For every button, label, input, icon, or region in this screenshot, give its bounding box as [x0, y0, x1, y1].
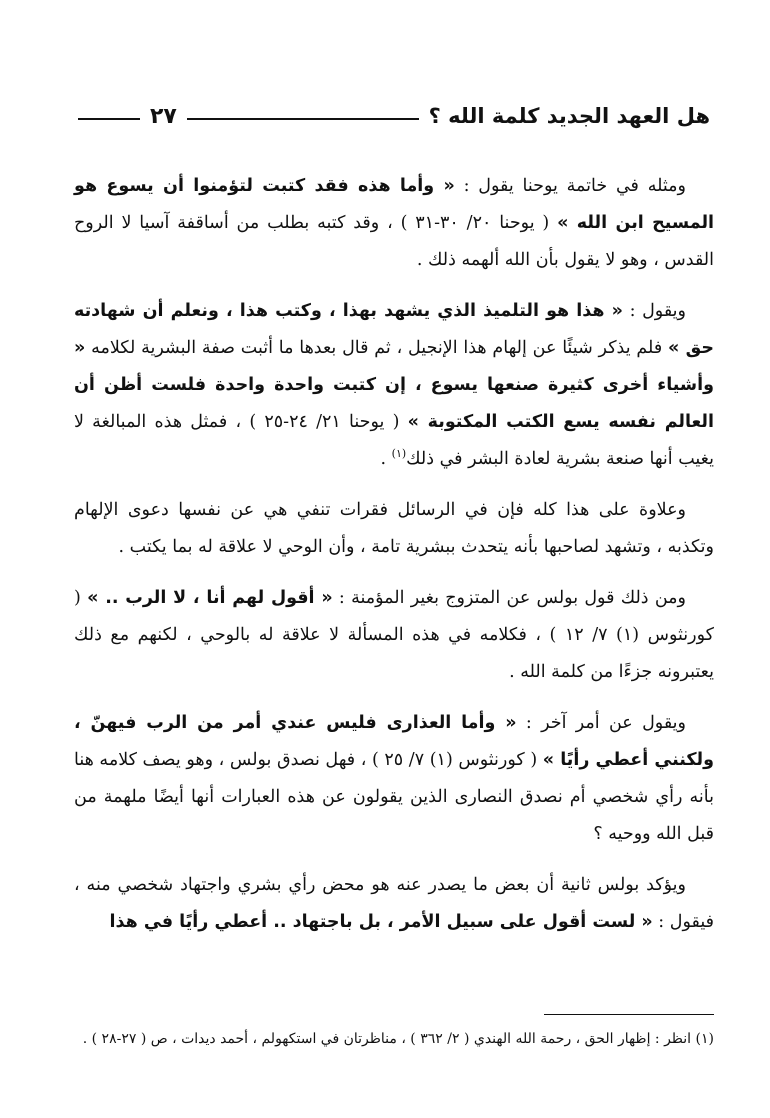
page-number: ٢٧	[150, 103, 177, 129]
bold-quote: « وأشياء أخرى كثيرة صنعها يسوع ، إن كتبت واحدة واحدة فلست أظن أن العالم نفسه يسع الكتب المكتوبة »	[74, 338, 715, 432]
paragraph-4	[74, 580, 714, 691]
running-header	[78, 96, 710, 136]
text-run: ( يوحنا ٢١/ ٢٤-٢٥ ) ، فمثل هذه المبالغة لا يغيب أنها صنعة بشرية لعادة البشر في ذلك	[74, 412, 714, 469]
bold-quote: « لست أقول على سبيل الأمر ، بل باجتهاد .. أعطي رأيًا في هذا	[109, 912, 653, 932]
body-text	[74, 168, 714, 955]
footnote-separator	[544, 1014, 714, 1015]
footnote: (١) انظر : إظهار الحق ، رحمة الله الهندي ( ٢/ ٣٦٢ ) ، مناظرتان في استكهولم ، أحمد ديدات ، ص ( ٢٧-٢٨ ) .	[82, 1031, 714, 1047]
paragraph-1	[74, 168, 714, 279]
text-run: ومثله في خاتمة يوحنا يقول :	[454, 176, 686, 196]
footnote-marker: (١)	[391, 447, 407, 461]
paragraph-5	[74, 705, 714, 853]
text-run: .	[380, 449, 392, 469]
text-run: ويقول عن أمر آخر :	[516, 713, 686, 733]
text-run: وعلاوة على هذا كله فإن في الرسائل فقرات تنفي هي عن نفسها دعوى الإلهام وتكذبه ، وتشهد لصاحبها بأنه يتحدث ببشرية تامة ، وأن الوحي لا علاقة له بما يكتب .	[74, 500, 714, 557]
text-run: ومن ذلك قول بولس عن المتزوج بغير المؤمنة :	[332, 588, 686, 608]
paragraph-6	[74, 867, 714, 941]
text-run: ( كورنثوس (١) ٧/ ١٢ ) ، فكلامه في هذه المسألة لا علاقة له بالوحي ، لكنهم مع ذلك يعتبرونه جزءًا من كلمة الله .	[74, 588, 714, 682]
bold-quote: « أقول لهم أنا ، لا الرب .. »	[87, 588, 333, 608]
text-run: ( كورنثوس (١) ٧/ ٢٥ ) ، فهل نصدق بولس ، وهو يصف كلامه هنا بأنه رأي شخصي أم نصدق النصارى الذين يقولون عن هذه العبارات أنها أيضًا ملهمة من قبل الله ووحيه ؟	[74, 750, 714, 844]
bold-quote: « هذا هو التلميذ الذي يشهد بهذا ، وكتب هذا ، ونعلم أن شهادته حق »	[74, 301, 714, 358]
header-rule-left	[78, 118, 140, 120]
text-run: ويؤكد بولس ثانية أن بعض ما يصدر عنه هو محض رأي بشري واجتهاد شخصي منه ، فيقول :	[74, 875, 714, 932]
bold-quote: « وأما هذه فقد كتبت لتؤمنوا أن يسوع هو المسيح ابن الله »	[74, 176, 715, 233]
paragraph-2	[74, 293, 714, 478]
header-rule	[187, 118, 419, 120]
running-title: هل العهد الجديد كلمة الله ؟	[428, 104, 710, 128]
text-run: ويقول :	[622, 301, 686, 321]
paragraph-3	[74, 492, 714, 566]
text-run: فلم يذكر شيئًا عن إلهام هذا الإنجيل ، ثم قال بعدها ما أثبت صفة البشرية لكلامه	[85, 338, 668, 358]
bold-quote: « وأما العذارى فليس عندي أمر من الرب فيهنّ ، ولكنني أعطي رأيًا »	[74, 713, 715, 770]
text-run: ( يوحنا ٢٠/ ٣٠-٣١ ) ، وقد كتبه بطلب من أساقفة آسيا لا الروح القدس ، وهو لا يقول بأن الله ألهمه ذلك .	[74, 213, 714, 270]
